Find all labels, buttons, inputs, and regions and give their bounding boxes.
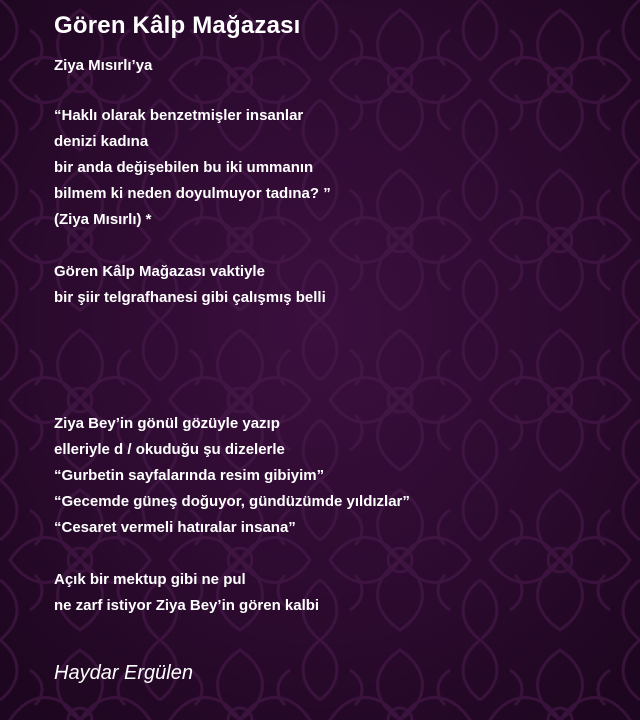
poem-line: elleriyle d / okuduğu şu dizelerle: [54, 441, 285, 458]
poem-line: “Haklı olarak benzetmişler insanlar: [54, 107, 304, 124]
poem-line: ne zarf istiyor Ziya Bey’in gören kalbi: [54, 597, 320, 614]
poem-title: Gören Kâlp Mağazası: [54, 12, 301, 39]
poem-line: Gören Kâlp Mağazası vaktiyle: [54, 263, 265, 280]
poem-line: Ziya Bey’in gönül gözüyle yazıp: [54, 415, 280, 432]
poem-line: “Cesaret vermeli hatıralar insana”: [54, 519, 296, 536]
poem-line: “Gurbetin sayfalarında resim gibiyim”: [54, 467, 325, 484]
poem-line: bir anda değişebilen bu iki ummanın: [54, 159, 314, 176]
poem-author: Haydar Ergülen: [54, 662, 193, 684]
poem-line: denizi kadına: [54, 133, 149, 150]
poem-line: (Ziya Mısırlı) *: [54, 211, 152, 228]
poem-line: Açık bir mektup gibi ne pul: [54, 571, 246, 588]
poem-line: bir şiir telgrafhanesi gibi çalışmış belli: [54, 289, 326, 306]
poem-line: “Gecemde güneş doğuyor, gündüzümde yıldızlar”: [54, 493, 410, 510]
poem-dedication: Ziya Mısırlı’ya: [54, 57, 153, 74]
poem-line: bilmem ki neden doyulmuyor tadına? ”: [54, 185, 331, 202]
